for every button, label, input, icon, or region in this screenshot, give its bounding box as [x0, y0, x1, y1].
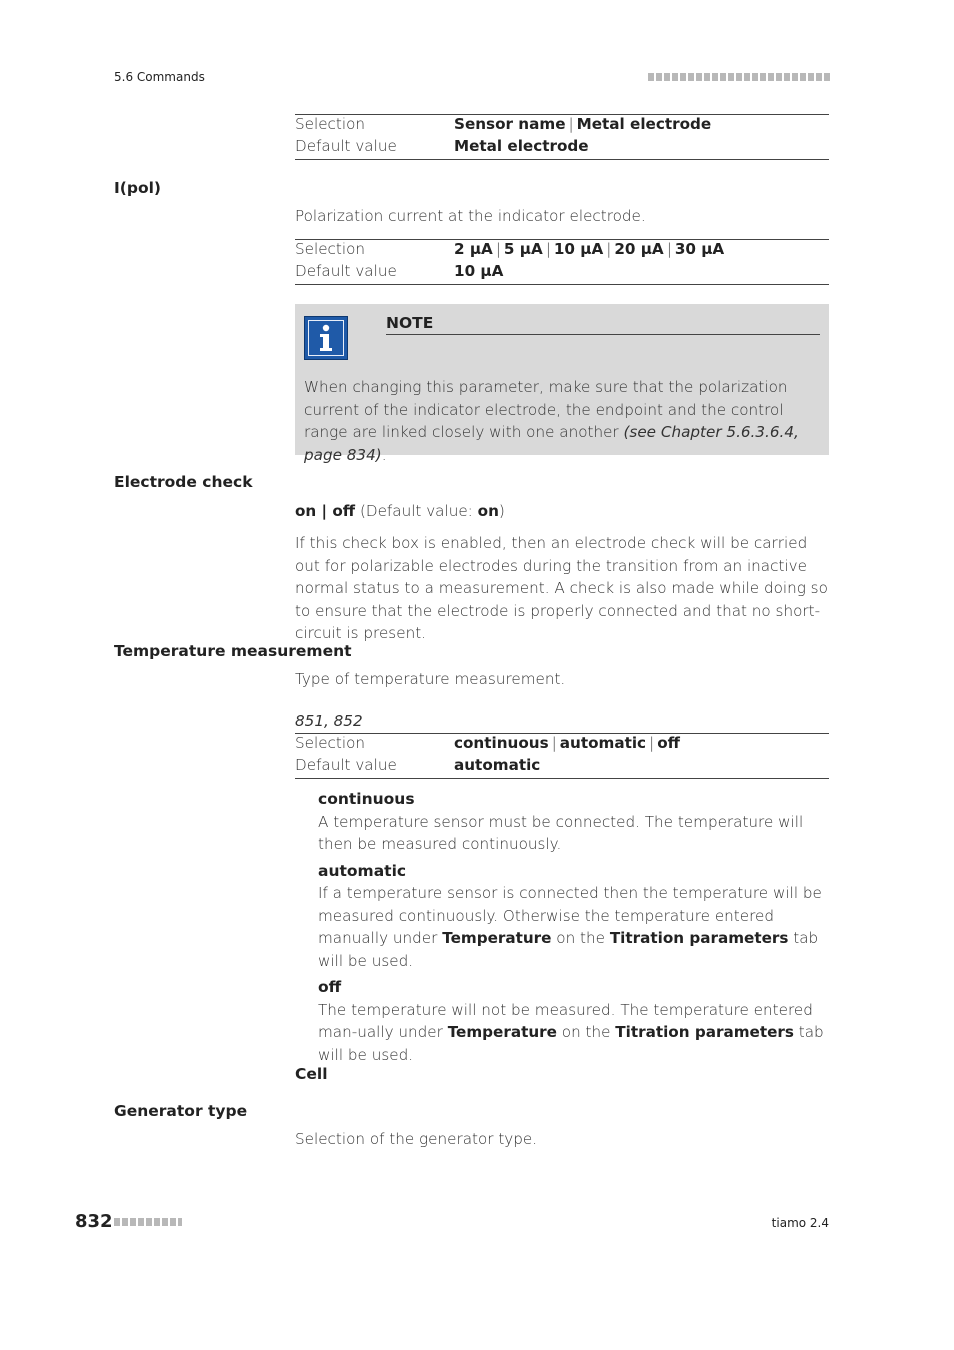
default-value: automatic [454, 756, 541, 774]
option: continuous [454, 734, 549, 752]
option: 30 µA [674, 240, 725, 258]
selection-row [295, 115, 829, 137]
term-automatic: automatic [318, 861, 407, 880]
definition-automatic [318, 882, 830, 972]
default-prefix: (Default value: [355, 502, 478, 520]
default-value: 10 µA [454, 262, 504, 280]
default-value: on [477, 502, 499, 520]
ui-term: Temperature [442, 929, 552, 947]
separator: | [551, 734, 557, 752]
product-name: tiamo 2.4 [771, 1216, 829, 1230]
separator: | [606, 240, 612, 258]
header-decoration [648, 73, 830, 81]
note-text [304, 376, 820, 466]
note-title: NOTE [386, 314, 820, 335]
generator-type-description: Selection of the generator type. [295, 1130, 538, 1148]
default-label: Default value [295, 756, 397, 774]
text: on the [556, 1023, 616, 1041]
option: 5 µA [503, 240, 543, 258]
electrode-check-description: If this check box is enabled, then an electrode check will be carried out for polarizable electrodes during the transition from an inactive normal status to a measurement. A check is also made while doing so to ensure that the electrode is properly connected and that no short-circuit is present. [295, 534, 828, 642]
cell-subheading: Cell [295, 1065, 328, 1083]
default-row [295, 262, 829, 284]
instrument-models: 851, 852 [295, 712, 363, 730]
default-label: Default value [295, 137, 397, 155]
value-on: on [295, 502, 317, 520]
ipol-description: Polarization current at the indicator electrode. [295, 207, 646, 225]
text: tab will be used. [318, 929, 819, 970]
term-off: off [318, 978, 342, 996]
selection-row [295, 240, 829, 262]
value-separator: | [316, 502, 333, 520]
ipol-parameter-table [295, 239, 829, 285]
selection-label: Selection [295, 240, 365, 258]
option: Sensor name [454, 115, 566, 133]
separator: | [666, 240, 672, 258]
term-continuous: continuous [318, 790, 415, 808]
default-row [295, 756, 829, 778]
note-body: When changing this parameter, make sure that the polarization current of the indicator electrode, the endpoint and the control range are linked closely with one another [304, 378, 788, 441]
temperature-option-definitions [318, 788, 830, 1066]
note-box [295, 304, 829, 464]
page-number: 832 [75, 1211, 113, 1232]
default-label: Default value [295, 262, 397, 280]
option: Metal electrode [576, 115, 712, 133]
selection-options [454, 734, 680, 752]
selection-label: Selection [295, 734, 365, 752]
text: on the [551, 929, 610, 947]
separator: | [495, 240, 501, 258]
default-row [295, 137, 829, 159]
ipol-heading: I(pol) [114, 179, 161, 197]
default-value: Metal electrode [454, 137, 589, 155]
separator: | [568, 115, 574, 133]
generator-type-heading: Generator type [114, 1102, 248, 1120]
note-cross-reference: (see Chapter 5.6.3.6.4, page 834) [304, 423, 799, 464]
selection-options [454, 240, 724, 258]
text: If a temperature sensor is connected then the temperature will be measured continuously. Otherwise the temperature entered manually under [318, 884, 822, 947]
electrode-check-values [295, 500, 505, 523]
default-suffix: ) [498, 502, 505, 520]
ui-term: Temperature [447, 1023, 557, 1041]
selection-label: Selection [295, 115, 365, 133]
option: 2 µA [454, 240, 493, 258]
temperature-heading: Temperature measurement [114, 642, 352, 660]
option: off [657, 734, 680, 752]
separator: | [545, 240, 551, 258]
definition-continuous: A temperature sensor must be connected. The temperature will then be measured continuously. [318, 812, 804, 853]
option: automatic [559, 734, 647, 752]
footer-decoration [114, 1218, 182, 1226]
sensor-parameter-table [295, 114, 829, 160]
info-icon [304, 316, 348, 360]
text: tab will be used. [318, 1023, 824, 1064]
option: 10 µA [553, 240, 604, 258]
ui-term: Titration parameters [615, 1023, 794, 1041]
running-header-section: 5.6 Commands [114, 70, 205, 84]
temperature-description: Type of temperature measurement. [295, 670, 566, 688]
ui-term: Titration parameters [609, 929, 789, 947]
text: The temperature will not be measured. The temperature entered man-ually under [318, 1000, 813, 1041]
separator: | [649, 734, 655, 752]
electrode-check-heading: Electrode check [114, 473, 253, 491]
definition-off [318, 999, 830, 1067]
value-off: off [332, 502, 356, 520]
option: 20 µA [614, 240, 664, 258]
selection-row [295, 734, 829, 756]
selection-options [454, 115, 711, 133]
note-end: . [381, 445, 387, 464]
temperature-parameter-table [295, 733, 829, 779]
